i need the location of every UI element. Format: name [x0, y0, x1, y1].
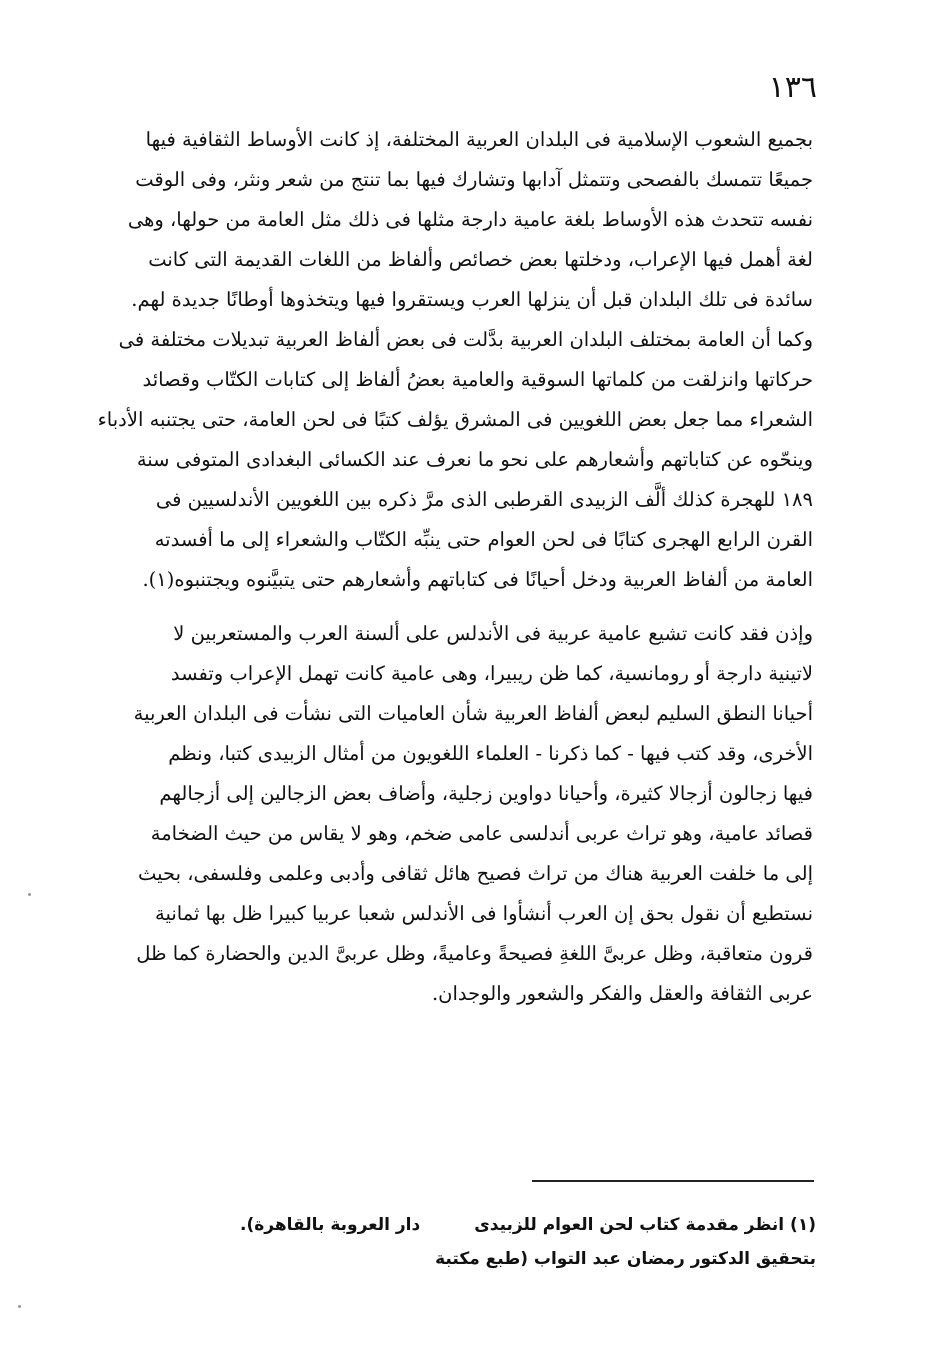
text-line: وكما أن العامة بمختلف البلدان العربية بدَّلت فى بعض ألفاظ العربية تبديلات مختلفة فى [118, 328, 813, 351]
text-line: حركاتها وانزلقت من كلماتها السوقية والعامية بعضُ ألفاظ إلى كتابات الكتّاب وقصائد [142, 368, 813, 391]
page-number: ١٣٦ [768, 70, 817, 105]
text-line: عربى الثقافة والعقل والفكر والشعور والوجدان. [431, 982, 813, 1005]
footnote-divider [532, 1180, 814, 1182]
paragraph-gap [68, 600, 813, 614]
footnote-line: دار العروبة بالقاهرة). [240, 1215, 421, 1235]
footnote-row [240, 1242, 816, 1276]
text-line: ١٨٩ للهجرة كذلك ألَّف الزبيدى القرطبى الذى مرَّ ذكره بين اللغويين الأندلسيين فى [155, 488, 813, 511]
footnote-row [240, 1208, 816, 1242]
footnote-line: (١) انظر مقدمة كتاب لحن العوام للزبيدى [474, 1215, 816, 1235]
text-line: نفسه تتحدث هذه الأوساط بلغة عامية دارجة مثلها فى ذلك مثل العامة من حولها، وهى [127, 208, 813, 231]
text-line: فيها زجالون أزجالا كثيرة، وأحيانا دواوين زجلية، وأضاف بعض الزجالين إلى أزجالهم [159, 782, 813, 805]
text-line: نستطيع أن نقول بحق إن العرب أنشأوا فى الأندلس شعبا عربيا كبيرا ظل بها ثمانية [154, 902, 813, 925]
text-line: قصائد عامية، وهو تراث عربى أندلسى عامى ضخم، وهو لا يقاس من حيث الضخامة [150, 822, 813, 845]
text-line: لاتينية دارجة أو رومانسية، كما ظن ريبيرا، وهى عامية كانت تهمل الإعراب وتفسد [170, 662, 813, 685]
text-line: قرون متعاقبة، وظل عربىَّ اللغةِ فصيحةً وعاميةً، وظل عربىَّ الدين والحضارة كما ظل [136, 942, 813, 965]
scan-speck [28, 893, 31, 896]
text-line: القرن الرابع الهجرى كتابًا فى لحن العوام حتى ينبِّه الكتّاب والشعراء إلى ما أفسدته [154, 528, 813, 551]
footnote-line: بتحقيق الدكتور رمضان عبد التواب (طبع مكتبة [435, 1249, 816, 1269]
text-line: الأخرى، وقد كتب فيها - كما ذكرنا - العلماء اللغويون من أمثال الزبيدى كتبا، ونظم [168, 742, 813, 765]
text-line: سائدة فى تلك البلدان قبل أن ينزلها العرب ويستقروا فيها ويتخذوها أوطانًا جديدة لهم. [131, 288, 813, 311]
text-line: إلى ما خلفت العربية هناك من تراث فصيح هائل ثقافى وأدبى وعلمى وفلسفى، بحيث [137, 862, 813, 885]
text-line: أحيانا النطق السليم لبعض ألفاظ العربية شأن العاميات التى نشأت فى البلدان العربية [133, 702, 813, 725]
text-line: بجميع الشعوب الإسلامية فى البلدان العربية المختلفة، إذ كانت الأوساط الثقافية فيها [145, 128, 813, 151]
scan-speck [18, 1305, 21, 1308]
text-line: العامة من ألفاظ العربية ودخل أحيانًا فى كتاباتهم وأشعارهم حتى يتبيَّنوه ويجتنبوه(١). [142, 568, 813, 591]
text-line: الشعراء مما جعل بعض اللغويين فى المشرق يؤلف كتبًا فى لحن العامة، حتى يجتنبه الأدباء [97, 408, 813, 431]
text-line: وإذن فقد كانت تشيع عامية عربية فى الأندلس على ألسنة العرب والمستعربين لا [173, 622, 813, 645]
footnote [240, 1208, 816, 1276]
text-line: وينحّوه عن كتاباتهم وأشعارهم على نحو ما نعرف عند الكسائى البغدادى المتوفى سنة [136, 448, 813, 471]
text-line: جميعًا تتمسك بالفصحى وتتمثل آدابها وتشارك فيها بما تنتج من شعر ونثر، وفى الوقت [135, 168, 813, 191]
main-text [68, 120, 813, 1014]
text-line: لغة أهمل فيها الإعراب، ودخلتها بعض خصائص وألفاظ من اللغات القديمة التى كانت [148, 248, 813, 271]
